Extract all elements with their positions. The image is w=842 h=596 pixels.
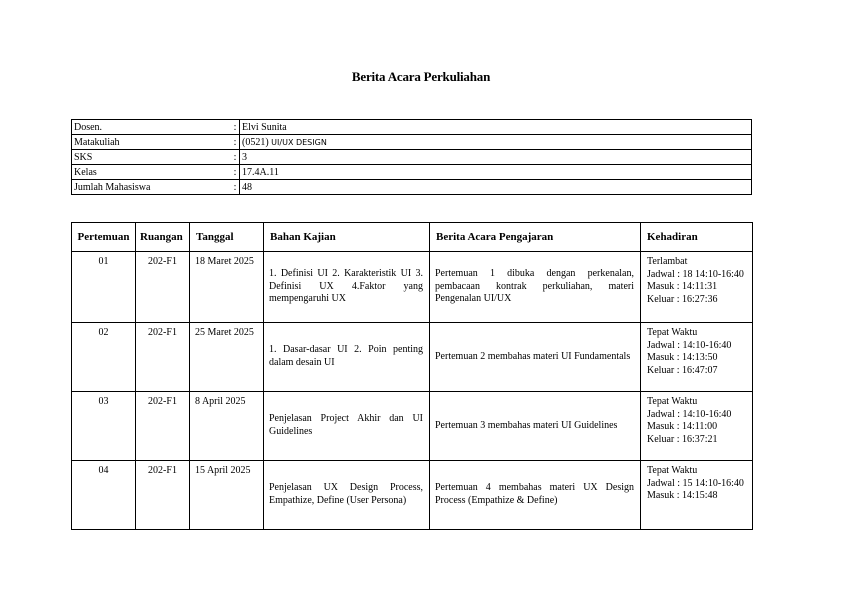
kehadiran-cell (641, 392, 753, 461)
info-label: Kelas (72, 165, 232, 180)
table-row (72, 323, 753, 392)
attendance-schedule: Jadwal : 18 14:10-16:40 (647, 268, 744, 280)
info-label: Matakuliah (72, 135, 232, 150)
bahan-kajian-cell: Penjelasan UX Design Process, Empathize, Define (User Persona) (264, 461, 430, 530)
ruangan-cell: 202-F1 (136, 461, 190, 530)
info-separator: : (231, 135, 240, 150)
kehadiran-cell (641, 252, 753, 323)
attendance-in: Masuk : 14:11:00 (647, 421, 718, 433)
info-value: 17.4A.11 (240, 165, 752, 180)
info-separator: : (231, 150, 240, 165)
table-header-row (72, 223, 753, 252)
ruangan-cell: 202-F1 (136, 392, 190, 461)
pertemuan-cell: 01 (72, 252, 136, 323)
info-label: SKS (72, 150, 232, 165)
tanggal-cell: 25 Maret 2025 (190, 323, 264, 392)
bahan-kajian-cell: Penjelasan Project Akhir dan UI Guidelines (264, 392, 430, 461)
attendance-schedule: Jadwal : 15 14:10-16:40 (647, 477, 744, 489)
attendance-status: Tepat Waktu (647, 465, 698, 476)
attendance-schedule: Jadwal : 14:10-16:40 (647, 339, 732, 351)
info-row-dosen (72, 120, 752, 135)
info-value (240, 135, 752, 150)
berita-acara-cell: Pertemuan 2 membahas materi UI Fundamentals (430, 323, 641, 392)
info-row-sks (72, 150, 752, 165)
info-label: Jumlah Mahasiswa (72, 180, 232, 195)
attendance-in: Masuk : 14:13:50 (647, 352, 718, 364)
column-header: Tanggal (190, 223, 264, 252)
ruangan-cell: 202-F1 (136, 323, 190, 392)
course-code: (0521) (242, 136, 269, 148)
lecture-log-table (71, 222, 753, 530)
attendance-status: Tepat Waktu (647, 396, 698, 407)
attendance-out: Keluar : 16:47:07 (647, 364, 718, 376)
column-header: Ruangan (136, 223, 190, 252)
attendance-schedule: Jadwal : 14:10-16:40 (647, 408, 732, 420)
attendance-out: Keluar : 16:27:36 (647, 293, 718, 305)
attendance-out: Keluar : 16:37:21 (647, 433, 718, 445)
info-value: 3 (240, 150, 752, 165)
pertemuan-cell: 02 (72, 323, 136, 392)
kehadiran-cell (641, 323, 753, 392)
info-separator: : (231, 180, 240, 195)
info-separator: : (231, 165, 240, 180)
bahan-kajian-cell: 1. Dasar-dasar UI 2. Poin penting dalam desain UI (264, 323, 430, 392)
course-info-table (71, 119, 752, 195)
table-row (72, 252, 753, 323)
table-row (72, 461, 753, 530)
info-row-jumlah (72, 180, 752, 195)
info-row-kelas (72, 165, 752, 180)
berita-acara-cell: Pertemuan 1 dibuka dengan perkenalan, pembacaan kontrak perkuliahan, materi Pengenalan UI/UX (430, 252, 641, 323)
tanggal-cell: 18 Maret 2025 (190, 252, 264, 323)
attendance-in: Masuk : 14:11:31 (647, 281, 718, 293)
attendance-in: Masuk : 14:15:48 (647, 490, 718, 502)
bahan-kajian-cell: 1. Definisi UI 2. Karakteristik UI 3. Definisi UX 4.Faktor yang mempengaruhi UX (264, 252, 430, 323)
info-value: 48 (240, 180, 752, 195)
column-header: Bahan Kajian (264, 223, 430, 252)
page-title: Berita Acara Perkuliahan (351, 69, 491, 84)
ruangan-cell: 202-F1 (136, 252, 190, 323)
info-value: Elvi Sunita (240, 120, 752, 135)
column-header: Kehadiran (641, 223, 753, 252)
table-row (72, 392, 753, 461)
berita-acara-cell: Pertemuan 4 membahas materi UX Design Process (Empathize & Define) (430, 461, 641, 530)
column-header: Berita Acara Pengajaran (430, 223, 641, 252)
tanggal-cell: 8 April 2025 (190, 392, 264, 461)
pertemuan-cell: 04 (72, 461, 136, 530)
attendance-status: Tepat Waktu (647, 327, 698, 338)
kehadiran-cell (641, 461, 753, 530)
course-name: UI/UX DESIGN (271, 137, 327, 147)
attendance-status: Terlambat (647, 256, 688, 267)
info-row-matakuliah (72, 135, 752, 150)
info-separator: : (231, 120, 240, 135)
column-header: Pertemuan (72, 223, 136, 252)
berita-acara-cell: Pertemuan 3 membahas materi UI Guidelines (430, 392, 641, 461)
pertemuan-cell: 03 (72, 392, 136, 461)
info-label: Dosen. (72, 120, 232, 135)
tanggal-cell: 15 April 2025 (190, 461, 264, 530)
